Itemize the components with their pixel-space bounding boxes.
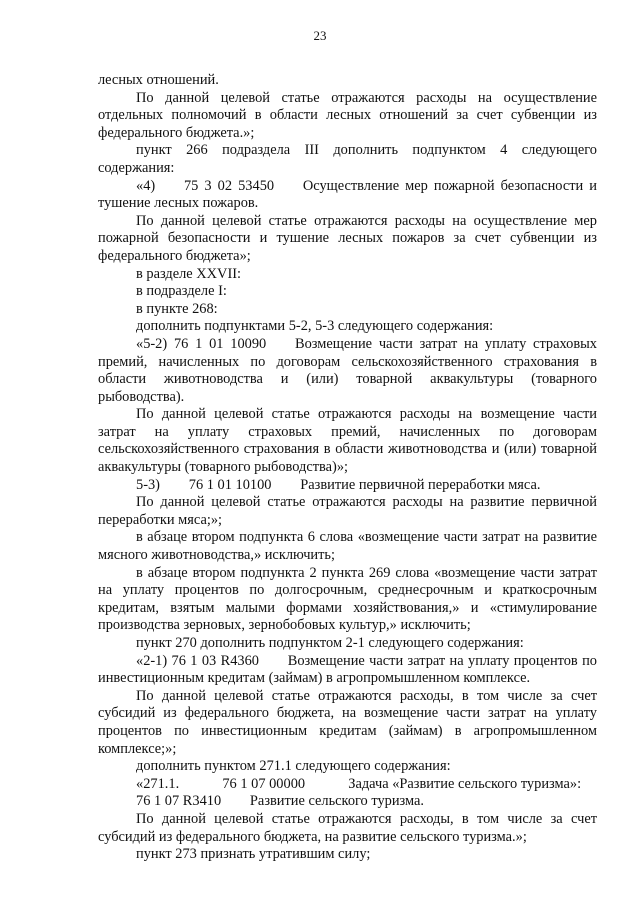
paragraph: По данной целевой статье отражаются расходы на развитие первичной переработки мяса;»; xyxy=(98,494,597,528)
page-number: 23 xyxy=(313,28,327,43)
paragraph: дополнить пунктом 271.1 следующего содержания: xyxy=(136,758,451,775)
paragraph: в пункте 268: xyxy=(136,300,218,317)
paragraph: «4) 75 3 02 53450 Осуществление мер пожарной безопасности и тушение лесных пожаров. xyxy=(98,177,597,212)
paragraph: 76 1 07 R3410 Развитие сельского туризма. xyxy=(136,793,425,810)
paragraph: в подразделе I: xyxy=(136,283,227,300)
paragraph: пункт 266 подраздела III дополнить подпунктом 4 следующего содержания: xyxy=(98,142,597,176)
paragraph: дополнить подпунктами 5-2, 5-3 следующего содержания: xyxy=(136,318,494,335)
paragraph: «271.1. 76 1 07 00000 Задача «Развитие сельского туризма»: xyxy=(136,775,582,792)
paragraph: По данной целевой статье отражаются расходы, в том числе за счет субсидий из федерального бюджета, на возмещение части затрат на уплату процентов по инвестиционным кредитам (займам) в агропромышленном комплексе;»; xyxy=(98,687,597,757)
paragraph: пункт 270 дополнить подпунктом 2-1 следующего содержания: xyxy=(136,635,524,651)
paragraph: По данной целевой статье отражаются расходы на возмещение части затрат на уплату страховых премий, начисленных по договорам сельскохозяйственного страхования в области животноводства и (или) товарной аквакультуры (товарного рыбоводства)»; xyxy=(98,406,597,476)
paragraph: По данной целевой статье отражаются расходы на осуществление отдельных полномочий в области лесных отношений за счет субвенции из федерального бюджета.»; xyxy=(98,89,597,141)
paragraph: По данной целевой статье отражаются расходы на осуществление мер пожарной безопасности и тушение лесных пожаров за счет субвенции из федерального бюджета»; xyxy=(98,212,597,264)
paragraph: «5-2) 76 1 01 10090 Возмещение части затрат на уплату страховых премий, начисленных по договорам сельскохозяйственного страхования в области животноводства и (или) товарной аквакультуры (товарного рыбоводства). xyxy=(98,335,597,405)
paragraph: пункт 273 признать утратившим силу; xyxy=(136,846,371,863)
paragraph: в разделе XXVII: xyxy=(136,265,242,282)
paragraph: в абзаце втором подпункта 6 слова «возмещение части затрат на развитие мясного животноводства,» исключить; xyxy=(98,529,597,564)
paragraph: 5-3) 76 1 01 10100 Развитие первичной переработки мяса. xyxy=(136,476,541,493)
paragraph: По данной целевой статье отражаются расходы, в том числе за счет субсидий из федерального бюджета, на развитие сельского туризма.»; xyxy=(98,810,597,845)
document-body xyxy=(98,72,597,864)
paragraph: лесных отношений. xyxy=(98,72,219,88)
paragraph: в абзаце втором подпункта 2 пункта 269 слова «возмещение части затрат на уплату процентов по долгосрочным, среднесрочным и краткосрочным кредитам, взятым малыми формами хозяйствования,» и «стимулирование производства зерновых, зернобобовых культур,» исключить; xyxy=(98,564,597,634)
paragraph: «2-1) 76 1 03 R4360 Возмещение части затрат на уплату процентов по инвестиционным кредитам (займам) в агропромышленном комплексе. xyxy=(98,652,597,687)
